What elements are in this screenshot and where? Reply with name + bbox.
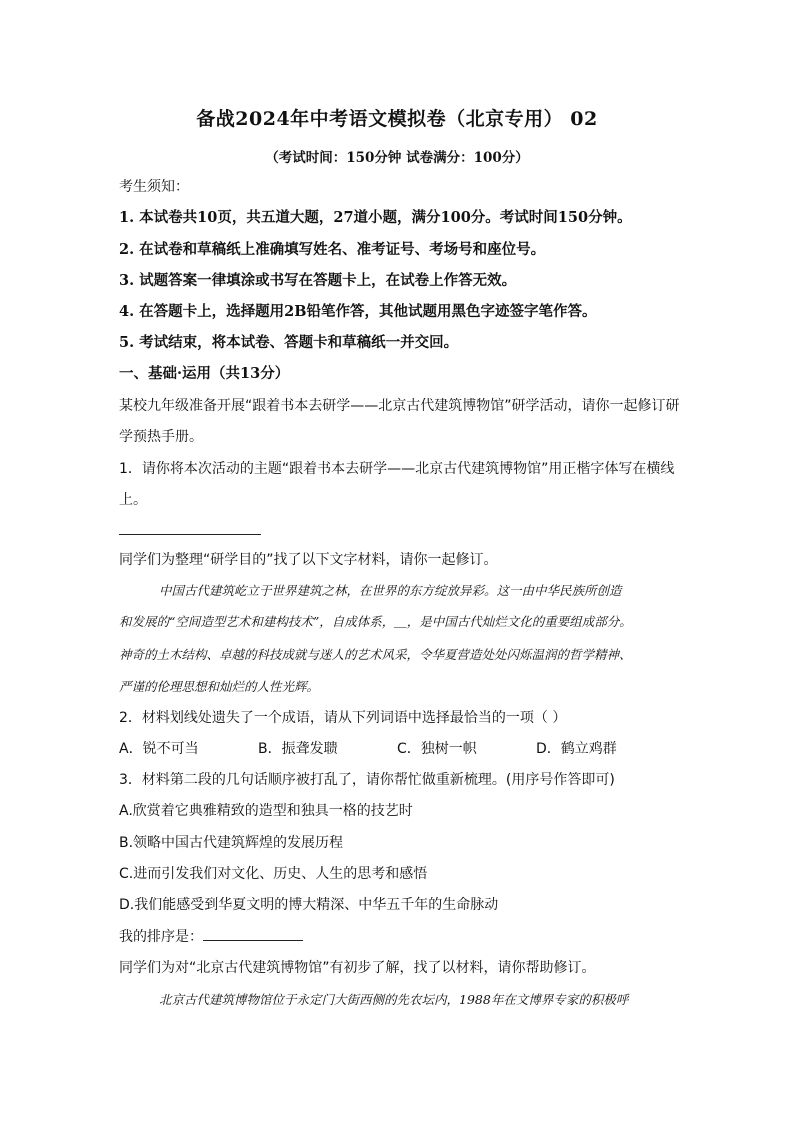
notice-item: 4. 在答题卡上，选择题用2B铅笔作答，其他试题用黑色字迹签字笔作答。 xyxy=(119,303,597,320)
option-b[interactable]: B．振聋发聩 xyxy=(258,741,338,757)
section-heading: 一、基础·运用（共13分） xyxy=(119,365,290,382)
sentence-item: C.进而引发我们对文化、历史、人生的思考和感悟 xyxy=(119,866,428,882)
notice-item: 1. 本试卷共10页，共五道大题，27道小题，满分100分。考试时间150分钟。 xyxy=(119,209,632,226)
answer-line[interactable] xyxy=(119,534,261,535)
passage-line: 中国古代建筑屹立于世界建筑之林，在世界的东方绽放异彩。这一由中华民族所创造 xyxy=(159,583,622,598)
question-2: 2．材料划线处遗失了一个成语，请从下列词语中选择最恰当的一项（ ） xyxy=(119,710,567,726)
passage-line: 和发展的“空间造型艺术和建构技术”，自成体系，＿，是中国古代灿烂文化的重要组成部分。 xyxy=(119,614,632,629)
answer-row xyxy=(119,926,303,946)
notice-heading: 考生须知： xyxy=(119,179,189,195)
passage-line: 严谨的伦理思想和灿烂的人性光辉。 xyxy=(119,679,320,694)
question-1: 1．请你将本次活动的主题“跟着书本去研学——北京古代建筑博物馆”用正楷字体写在横线 xyxy=(119,461,675,477)
options-row xyxy=(119,738,675,758)
passage-line: 北京古代建筑博物馆位于永定门大街西侧的先农坛内，1988年在文博界专家的积极呼 xyxy=(159,992,629,1007)
option-c[interactable]: C．独树一帜 xyxy=(397,741,477,757)
intro-text: 学预热手册。 xyxy=(119,429,203,445)
question-1: 上。 xyxy=(119,492,147,508)
material-intro: 同学们为对“北京古代建筑博物馆”有初步了解，找了以材料，请你帮助修订。 xyxy=(119,960,596,976)
option-a[interactable]: A．锐不可当 xyxy=(119,741,199,757)
notice-item: 2. 在试卷和草稿纸上准确填写姓名、准考证号、考场号和座位号。 xyxy=(119,241,546,258)
page-title: 备战2024年中考语文模拟卷（北京专用） 02 xyxy=(196,108,598,130)
exam-info: （考试时间：150分钟 试卷满分：100分） xyxy=(265,150,529,166)
sentence-item: A.欣赏着它典雅精致的造型和独具一格的技艺时 xyxy=(119,803,413,819)
sentence-item: B.领略中国古代建筑辉煌的发展历程 xyxy=(119,835,344,851)
notice-item: 3. 试题答案一律填涂或书写在答题卡上，在试卷上作答无效。 xyxy=(119,272,517,289)
sentence-item: D.我们能感受到华夏文明的博大精深、中华五千年的生命脉动 xyxy=(119,897,499,913)
order-answer-blank[interactable] xyxy=(203,928,303,941)
option-d[interactable]: D．鹤立鸡群 xyxy=(536,741,617,757)
notice-item: 5. 考试结束，将本试卷、答题卡和草稿纸一并交回。 xyxy=(119,334,459,351)
intro-text: 某校九年级准备开展“跟着书本去研学——北京古代建筑博物馆”研学活动，请你一起修订研 xyxy=(119,398,680,414)
question-3: 3．材料第二段的几句话顺序被打乱了，请你帮忙做重新梳理。(用序号作答即可) xyxy=(119,772,615,788)
material-intro: 同学们为整理“研学目的”找了以下文字材料，请你一起修订。 xyxy=(119,552,498,568)
answer-label: 我的排序是： xyxy=(119,929,203,945)
passage-line: 神奇的土木结构、卓越的科技成就与迷人的艺术风采，令华夏营造处处闪烁温润的哲学精神、 xyxy=(119,647,632,662)
